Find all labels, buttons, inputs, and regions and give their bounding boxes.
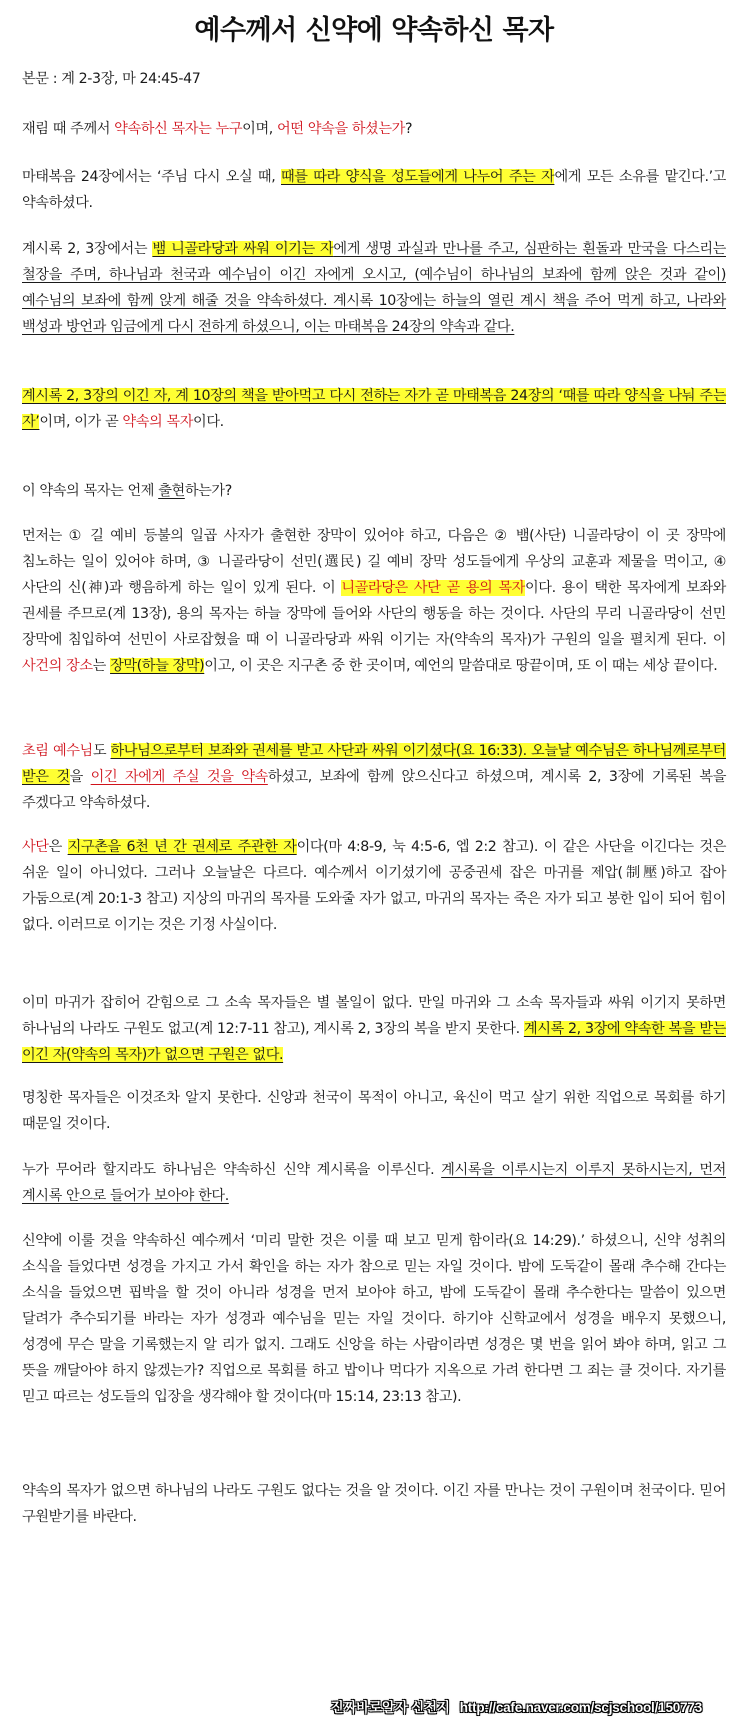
paragraph-matthew-24: 마태복음 24장에서는 ‘주님 다시 오실 때, 때를 따라 양식을 성도들에게 나누어 주는 자에게 모든 소유를 맡긴다.’고 약속하셨다. [22,169,726,211]
scripture-reference: 본문 : 계 2-3장, 마 24:45-47 [22,71,201,87]
source-watermark [0,1697,748,1723]
page-title: 예수께서 신약에 약속하신 목자 [194,15,554,46]
paragraph-intro-question: 재림 때 주께서 약속하신 목자는 누구이며, 어떤 약속을 하셨는가? [22,121,413,137]
paragraph-satan: 사단은 지구촌을 6천 년 간 권세로 주관한 자이다(마 4:8-9, 눅 4:5-6, 엡 2:2 참고). 이 같은 사단을 이긴다는 것은 쉬운 일이 아니었다. 그러나 오늘날은 다르다. 예수께서 이기셨기에 공중권세 잡은 마귀를 제압(制壓)하고 잡아 가둠으로(계 20:1-3 참고) 지상의 마귀의 목자를 도와줄 자가 없고, 마귀의 목자는 죽은 자가 되고 봉한 입이 되어 힘이 없다. 이러므로 이기는 것은 기정 사실이다. [22,839,727,933]
paragraph-first-coming: 초림 예수님도 하나님으로부터 보좌와 권세를 받고 사단과 싸워 이기셨다(요 16:33). 오늘날 예수님은 하나님께로부터 받은 것을 이긴 자에게 주실 것을 약속하셨고, 보좌에 함께 앉으신다고 하셨으며, 계시록 2, 3장에 기록된 복을 주겠다고 약속하셨다. [22,743,727,811]
paragraph-promised-shepherd: 계시록 2, 3장의 이긴 자, 계 10장의 책을 받아먹고 다시 전하는 자가 곧 마태복음 24장의 ‘때를 따라 양식을 나눠 주는 자’이며, 이가 곧 약속의 목자이다. [22,388,726,430]
paragraph-prophecy-fulfillment: 신약에 이룰 것을 약속하신 예수께서 ‘미리 말한 것은 이룰 때 보고 믿게 함이라(요 14:29).’ 하셨으니, 신약 성취의 소식을 들었다면 성경을 가지고 가서 확인을 하는 자가 참으로 믿는 자일 것이다. 밤에 도둑같이 몰래 추수해 간다는 소식을 들었으면 핍박을 할 것이 아니라 성경을 먼저 보아야 하고, 밤에 도둑같이 몰래 추수한다는 말씀이 있으면 달려가 추수되기를 바라는 자가 성경과 예수님을 믿는 자일 것이다. 하기야 신학교에서 성경을 배우지 못했으니, 성경에 무슨 말을 기록했는지 알 리가 없지. 그래도 신앙을 하는 사람이라면 성경은 몇 번을 읽어 봐야 하며, 읽고 그 뜻을 깨달아야 하지 않겠는가? 직업으로 목회를 하고 밥이나 먹다가 지옥으로 가려 한다면 그 죄는 클 것이다. 자기를 믿고 따르는 성도들의 입장을 생각해야 할 것이다(마 15:14, 23:13 참고). [22,1233,726,1405]
paragraph-nicolaitans: 먼저는 ① 길 예비 등불의 일곱 사자가 출현한 장막이 있어야 하고, 다음은 ② 뱀(사단) 니골라당이 이 곳 장막에 침노하는 일이 있어야 하며, ③ 니골라당이 선민(選民) 길 예비 장막 성도들에게 우상의 교훈과 제물을 먹이고, ④ 사단의 신(神)과 행음하게 하는 일이 있게 된다. 이 니골라당은 사단 곧 용의 목자이다. 용이 택한 목자에게 보좌와 권세를 주므로(계 13장), 용의 목자는 하늘 장막에 들어와 사단의 행동을 하는 것이다. 사단의 무리 니골라당이 선민 장막에 침입하여 선민이 사로잡혔을 때 이 니골라당과 싸워 이기는 자(약속의 목자)가 구원의 일을 펼치게 된다. 이 사건의 장소는 장막(하늘 장막)이고, 이 곳은 지구촌 중 한 곳이며, 예언의 말씀대로 땅끝이며, 또 이 때는 세상 끝이다. [22,528,726,674]
paragraph-god-fulfills: 누가 무어라 할지라도 하나님은 약속하신 신약 계시록을 이루신다. 계시록을 이루시는지 이루지 못하시는지, 먼저 계시록 안으로 들어가 보아야 한다. [22,1162,726,1204]
paragraph-revelation-2-3: 계시록 2, 3장에서는 뱀 니골라당과 싸워 이기는 자에게 생명 과실과 만나를 주고, 심판하는 흰돌과 만국을 다스리는 철장을 주며, 하나님과 천국과 예수님이 이긴 자에게 오시고, (예수님이 하나님의 보좌에 함께 앉은 것과 같이) 예수님의 보좌에 함께 앉게 해줄 것을 약속하셨다. 계시록 10장에는 하늘의 열린 계시 책을 주어 먹게 하고, 나라와 백성과 방언과 임금에게 다시 전하게 하셨으니, 이는 마태복음 24장의 약속과 같다. [22,241,726,335]
paragraph-devil-bound: 이미 마귀가 잡히어 갇힘으로 그 소속 목자들은 별 볼일이 없다. 만일 마귀와 그 소속 목자들과 싸워 이기지 못하면 하나님의 나라도 구원도 없고(계 12:7-11 참고), 계시록 2, 3장의 복을 받지 못한다. 계시록 2, 3장에 약속한 복을 받는 이긴 자(약속의 목자)가 없으면 구원은 없다. [22,995,726,1063]
paragraph-conclusion: 약속의 목자가 없으면 하나님의 나라도 구원도 없다는 것을 알 것이다. 이긴 자를 만나는 것이 구원이며 천국이다. 믿어 구원받기를 바란다. [22,1483,726,1525]
source-link[interactable]: http://cafe.naver.com/scjschool/150773 [459,1700,702,1715]
paragraph-shepherds-unaware: 명칭한 목자들은 이것조차 알지 못한다. 신앙과 천국이 목적이 아니고, 육신이 먹고 살기 위한 직업으로 목회를 하기 때문일 것이다. [22,1090,726,1132]
source-label: 진짜바로알자 신천지 [330,1700,450,1715]
paragraph-when-appear: 이 약속의 목자는 언제 출현하는가? [22,483,232,499]
